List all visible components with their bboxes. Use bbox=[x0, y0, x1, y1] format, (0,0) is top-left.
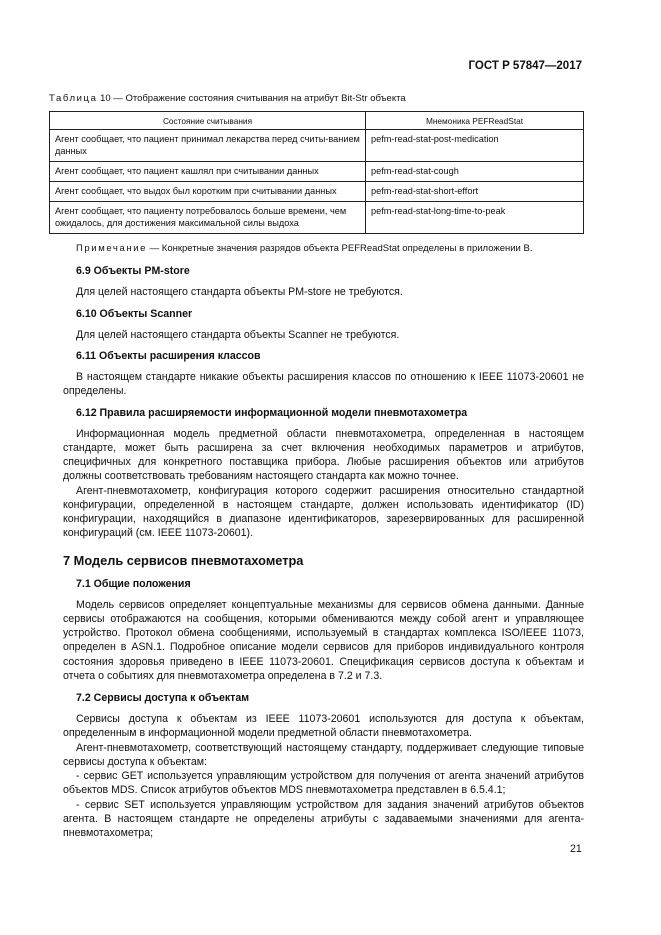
section-heading: 6.9 Объекты PM-store bbox=[76, 265, 190, 278]
table-cell: pefm-read-stat-cough bbox=[366, 162, 584, 182]
document-body bbox=[63, 242, 584, 840]
section-heading: 6.11 Объекты расширения классов bbox=[76, 350, 261, 363]
section-heading: 6.10 Объекты Scanner bbox=[76, 307, 193, 320]
table-cell: Агент сообщает, что выдох был коротким при считывании данных bbox=[50, 182, 366, 202]
table-caption-prefix: Таблица bbox=[49, 93, 98, 104]
table-note bbox=[63, 242, 584, 256]
table-cell: pefm-read-stat-long-time-to-peak bbox=[366, 202, 584, 234]
list-item: - сервис SET используется управляющим устройством для задания значений атрибутов объектов агента. В настоящем стандарте не определены атрибуты с задаваемыми значениями для агента-пневмотахометра; bbox=[63, 798, 584, 839]
paragraph: Модель сервисов определяет концептуальные механизмы для сервисов обмена данными. Данные сервисы отображаются на сообщения, которыми обмениваются между собой агент и управляющее устройство. Протокол обмена сообщениями, используемый в стандартах комплекса ISO/IEEE 11073, определен в ASN.1. Подробное описание модели сервисов для приборов индивидуального контроля состояния здоровья приведено в IEEE 11073-20601. Спецификация сервисов доступа к объектам и отчета о событиях для пневмотахометра определена в 7.2 и 7.3. bbox=[63, 598, 584, 682]
table-caption bbox=[49, 93, 406, 104]
table-row bbox=[50, 162, 584, 182]
paragraph: Информационная модель предметной области пневмотахометра, определенная в настоящем стандарте, может быть расширена за счет включения необходимых параметров и атрибутов, специфичных для конкретного поставщика прибора. Любые расширения объектов или атрибутов должны соответствовать требованиям настоящего стандарта как можно точнее. bbox=[63, 427, 584, 483]
page-number: 21 bbox=[570, 843, 582, 855]
paragraph: В настоящем стандарте никакие объекты расширения классов по отношению к IEEE 11073-20601 не определены. bbox=[63, 371, 584, 398]
list-item: - сервис GET используется управляющим устройством для получения от агента значений атрибутов объектов MDS. Список атрибутов объектов MDS пневмотахометра представлен в 6.5.4.1; bbox=[63, 770, 584, 797]
table-row bbox=[50, 130, 584, 162]
note-label: Примечание bbox=[76, 243, 147, 254]
table-caption-text: 10 — Отображение состояния считывания на атрибут Bit-Str объекта bbox=[97, 93, 406, 104]
chapter-heading: 7 Модель сервисов пневмотахометра bbox=[63, 553, 304, 569]
table-cell: Агент сообщает, что пациент принимал лекарства перед считы-ванием данных bbox=[50, 130, 366, 162]
read-status-table bbox=[49, 111, 584, 234]
paragraph: Агент-пневмотахометр, соответствующий настоящему стандарту, поддерживает следующие типовые сервисы доступа к объектам: bbox=[63, 741, 584, 768]
table-cell: pefm-read-stat-post-medication bbox=[366, 130, 584, 162]
section-heading: 6.12 Правила расширяемости информационной модели пневмотахометра bbox=[76, 406, 468, 419]
column-header: Мнемоника PEFReadStat bbox=[366, 112, 584, 130]
table-row bbox=[50, 202, 584, 234]
note-text: — Конкретные значения разрядов объекта PEFReadStat определены в приложении В. bbox=[147, 243, 533, 254]
document-code: ГОСТ Р 57847—2017 bbox=[468, 60, 582, 72]
section-heading: 7.2 Сервисы доступа к объектам bbox=[76, 692, 250, 705]
table-cell: Агент сообщает, что пациенту потребовалось больше времени, чем ожидалось, для достижения максимальной силы выдоха bbox=[50, 202, 366, 234]
column-header: Состояние считывания bbox=[50, 112, 366, 130]
paragraph: Агент-пневмотахометр, конфигурация которого содержит расширения относительно стандартной конфигурации, определенной в настоящем стандарте, должен использовать идентификатор (ID) конфигурации, находящийся в диапазоне идентификаторов, зарезервированных для расширенной конфигураций (см. IEEE 11073-20601). bbox=[63, 484, 584, 540]
paragraph: Для целей настоящего стандарта объекты PM-store не требуются. bbox=[76, 286, 403, 299]
table-header-row bbox=[50, 112, 584, 130]
table-cell: Агент сообщает, что пациент кашлял при считывании данных bbox=[50, 162, 366, 182]
section-heading: 7.1 Общие положения bbox=[76, 577, 191, 590]
table-row bbox=[50, 182, 584, 202]
paragraph: Для целей настоящего стандарта объекты Scanner не требуются. bbox=[76, 328, 400, 341]
table-cell: pefm-read-stat-short-effort bbox=[366, 182, 584, 202]
paragraph: Сервисы доступа к объектам из IEEE 11073-20601 используются для доступа к объектам, определенным в информационной модели предметной области пневмотахометра. bbox=[63, 713, 584, 740]
